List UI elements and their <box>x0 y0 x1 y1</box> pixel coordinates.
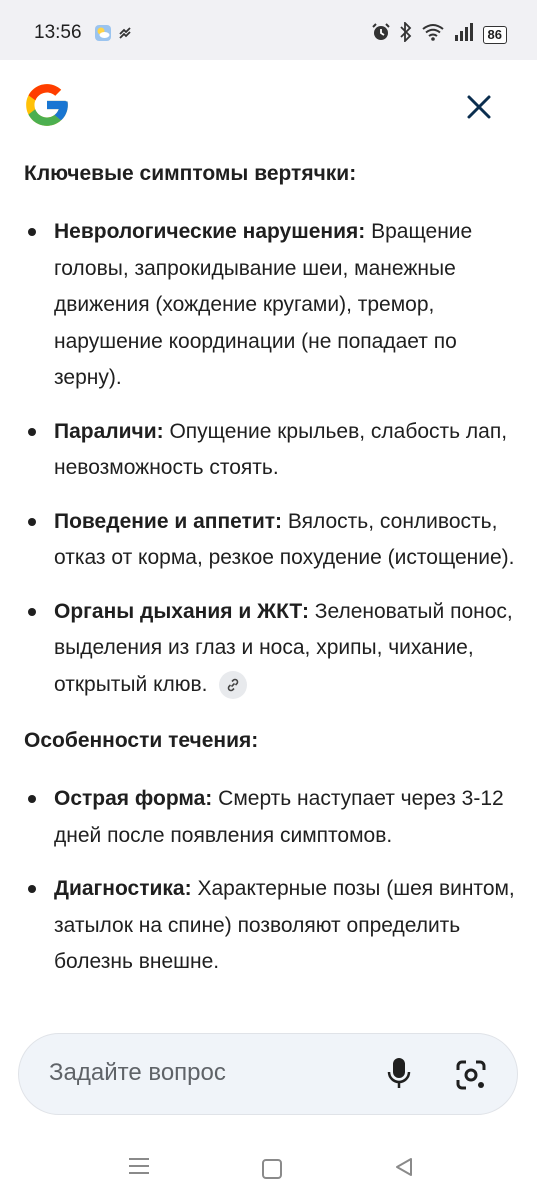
list-item <box>24 214 519 397</box>
microphone-icon[interactable] <box>387 1056 411 1092</box>
close-icon[interactable] <box>462 90 496 124</box>
google-lens-icon[interactable] <box>454 1058 488 1092</box>
item-text: Смерть наступает через 3-12 дней после появления симптомов. <box>54 787 504 847</box>
item-text: Вялость, сонливость, отказ от корма, резкое похудение (истощение). <box>54 509 515 569</box>
cellular-icon <box>454 23 474 46</box>
wifi-icon <box>421 23 445 46</box>
signal-arrows-icon <box>118 26 132 45</box>
item-text: Вращение головы, запрокидывание шеи, манежные движения (хождение кругами), тремор, нарушение координации (не попадает по зерну). <box>54 220 473 389</box>
item-term: Неврологические нарушения: <box>54 220 366 243</box>
item-term: Органы дыхания и ЖКТ: <box>54 599 309 623</box>
bullet-icon <box>28 608 36 616</box>
bullet-icon <box>28 885 36 893</box>
bullet-icon <box>28 428 36 436</box>
list-item <box>24 781 519 854</box>
ask-placeholder: Задайте вопрос <box>49 1059 226 1086</box>
item-term: Диагностика: <box>54 877 192 900</box>
course-list <box>24 781 519 981</box>
list-item <box>24 504 519 577</box>
symptom-list <box>24 214 519 703</box>
alarm-icon <box>371 22 391 47</box>
item-text: Характерные позы (шея винтом, затылок на спине) позволяют определить болезнь внешне. <box>54 877 515 973</box>
bluetooth-icon <box>400 22 412 47</box>
ask-input[interactable] <box>18 1033 518 1115</box>
bullet-icon <box>28 228 36 236</box>
item-text: Опущение крыльев, слабость лап, невозможность стоять. <box>54 419 508 479</box>
source-link-icon[interactable] <box>219 671 247 699</box>
answer-content <box>24 150 519 981</box>
item-term: Параличи: <box>54 419 164 443</box>
list-item <box>24 594 519 704</box>
section-title: Ключевые симптомы вертячки: <box>24 162 357 185</box>
list-item <box>24 871 519 981</box>
item-term: Поведение и аппетит: <box>54 509 283 533</box>
bullet-icon <box>28 518 36 526</box>
status-time: 13:56 <box>34 22 82 43</box>
status-bar <box>0 0 537 60</box>
nav-home-icon[interactable] <box>262 1159 282 1179</box>
google-g-logo <box>22 80 72 130</box>
item-term: Острая форма: <box>54 787 213 810</box>
nav-recents-icon[interactable] <box>128 1157 150 1180</box>
section-title: Особенности течения: <box>24 729 259 752</box>
nav-back-icon[interactable] <box>394 1157 414 1182</box>
weather-icon <box>94 24 112 47</box>
item-text: Зеленоватый понос, выделения из глаз и носа, хрипы, чихание, открытый клюв. <box>54 599 513 696</box>
battery-icon: 86 <box>483 26 507 44</box>
list-item <box>24 414 519 487</box>
bullet-icon <box>28 795 36 803</box>
